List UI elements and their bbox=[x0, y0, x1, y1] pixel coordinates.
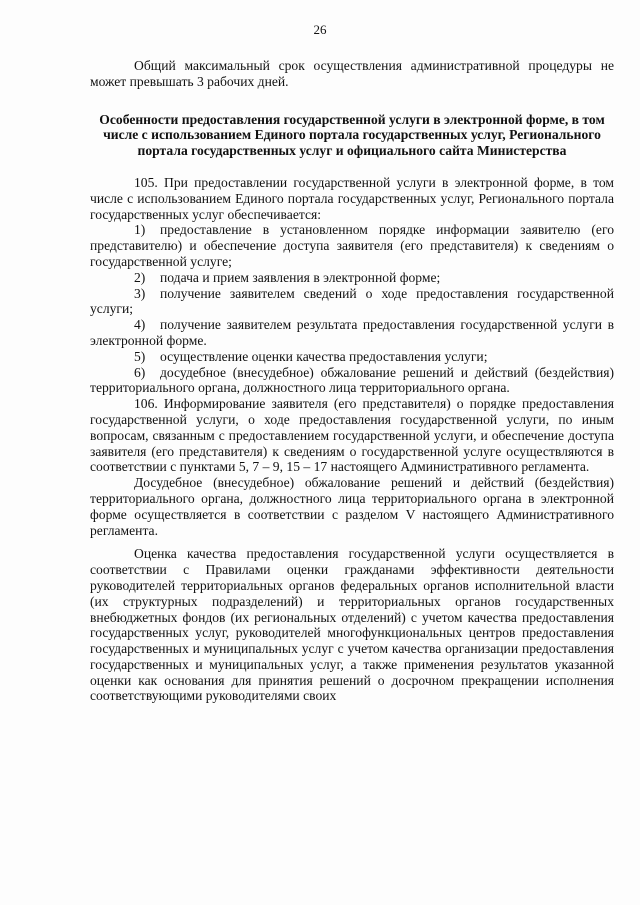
list-item bbox=[90, 317, 614, 349]
list-item bbox=[90, 270, 614, 286]
list-item-number: 6) bbox=[134, 364, 146, 380]
paragraph-106: 106. Информирование заявителя (его представителя) о порядке предоставления государственной услуги, о ходе предоставления государственной услуги, по иным вопросам, связанным с предоставлением государственной услуги, и обеспечение доступа заявителя (его представителя) к сведениям о государственной услуге осуществляются в соответствии с пунктами 5, 7 – 9, 15 – 17 настоящего Административного регламента. bbox=[90, 396, 614, 475]
paragraph-105: 105. При предоставлении государственной услуги в электронной форме, в том числе с использованием Единого портала государственных услуг, Регионального портала государственных услуг обеспечивается: bbox=[90, 174, 614, 222]
list-item-number: 5) bbox=[134, 348, 146, 364]
list-item-number: 4) bbox=[134, 317, 146, 333]
list-item-text: осуществление оценки качества предоставления услуги; bbox=[160, 348, 488, 364]
list-item-number: 3) bbox=[134, 285, 146, 301]
list-item-number: 2) bbox=[134, 269, 146, 285]
list-item bbox=[90, 222, 614, 269]
list-item-text: получение заявителем сведений о ходе предоставления государственной услуги; bbox=[90, 285, 614, 317]
appeal-paragraph: Досудебное (внесудебное) обжалование решений и действий (бездействия) территориального органа, должностного лица территориального органа в электронной форме осуществляется в соответствии с разделом V настоящего Административного регламента. bbox=[90, 475, 614, 538]
page-number: 26 bbox=[313, 22, 327, 37]
list-item-number: 1) bbox=[134, 222, 146, 238]
intro-paragraph: Общий максимальный срок осуществления административной процедуры не может превышать 3 рабочих дней. bbox=[90, 58, 614, 89]
list-item-text: подача и прием заявления в электронной форме; bbox=[160, 269, 441, 285]
list-item bbox=[90, 365, 614, 397]
list-item-text: получение заявителем результата предоставления государственной услуги в электронной форме. bbox=[90, 317, 614, 348]
list-item-text: предоставление в установленном порядке информации заявителю (его представителю) и обеспечение доступа заявителя (его представителя) к сведениям о государственной услуге; bbox=[90, 222, 614, 269]
page-content bbox=[90, 58, 614, 704]
list-item bbox=[90, 286, 614, 318]
quality-paragraph: Оценка качества предоставления государственной услуги осуществляется в соответствии с Правилами оценки гражданами эффективности деятельности руководителей территориальных органов федеральных органов исполнительной власти (их структурных подразделений) и территориальных органов государственных внебюджетных фондов (их региональных отделений) с учетом качества предоставления государственных услуг, руководителей многофункциональных центров предоставления государственных и муниципальных услуг с учетом качества организации предоставления государственных и муниципальных услуг, а также применения результатов указанной оценки как основания для принятия решений о досрочном прекращении исполнения соответствующими руководителями своих bbox=[90, 546, 614, 704]
list-item-text: досудебное (внесудебное) обжалование решений и действий (бездействия) территориального органа, должностного лица территориального органа. bbox=[90, 364, 614, 396]
section-title: Особенности предоставления государственной услуги в электронной форме, в том числе с использованием Единого портала государственных услуг, Регионального портала государственных услуг и официального сайта Министерства bbox=[99, 111, 605, 159]
list-item bbox=[90, 349, 614, 365]
